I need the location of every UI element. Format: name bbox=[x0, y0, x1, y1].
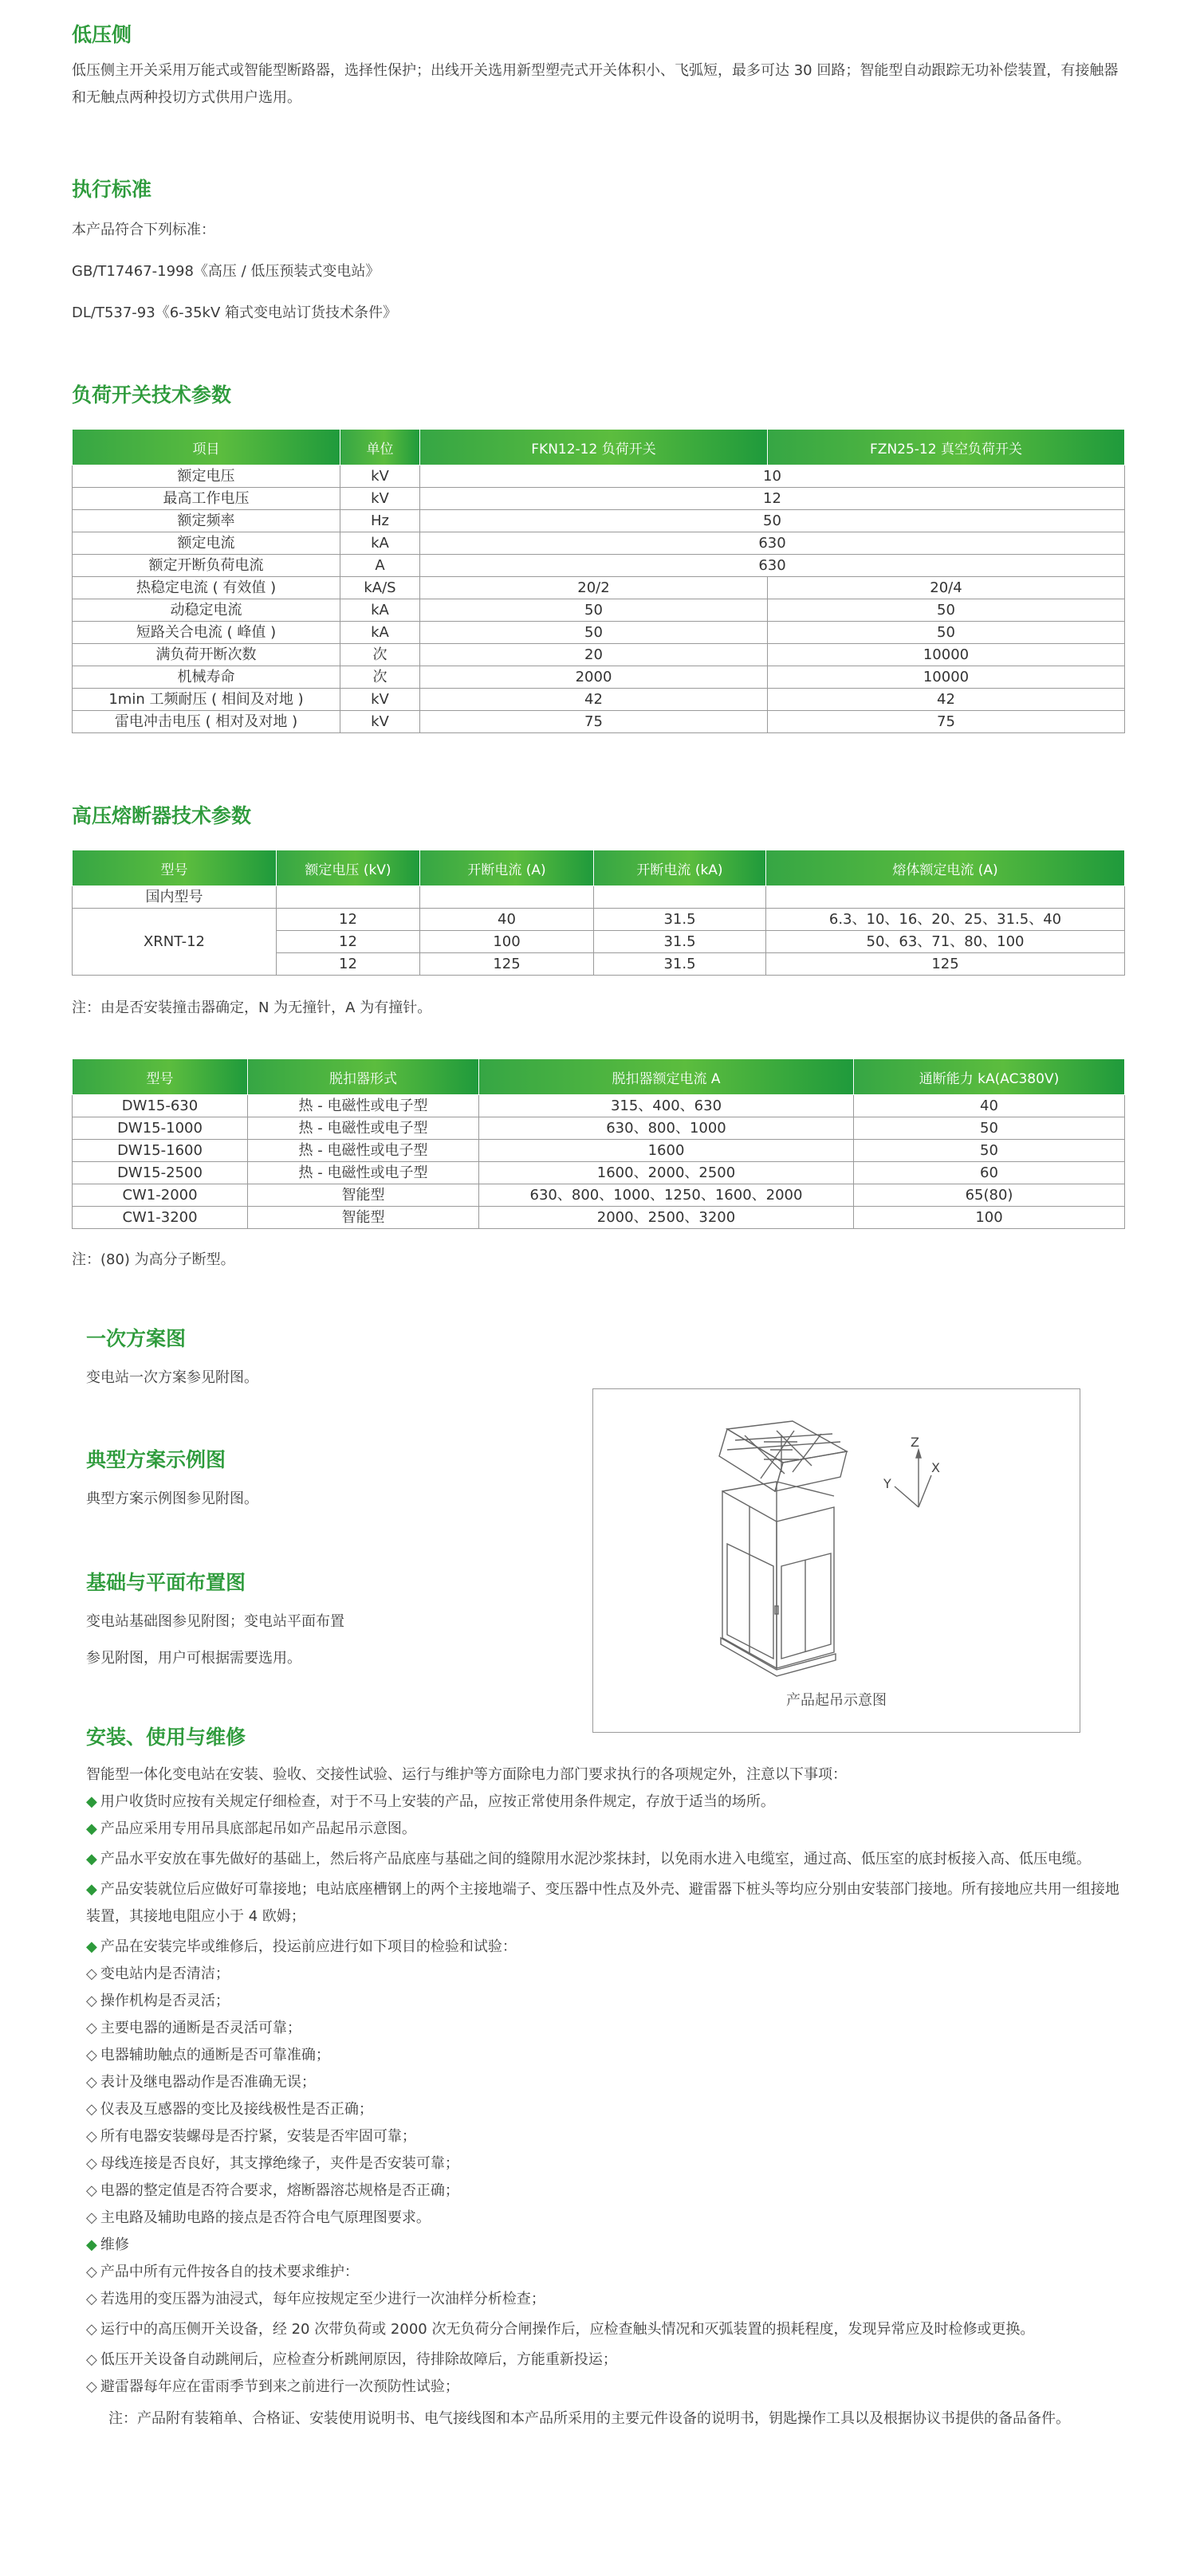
table-row bbox=[73, 1140, 1125, 1162]
list-item bbox=[86, 2015, 1132, 2042]
section-text: 典型方案示例图参见附图。 bbox=[86, 1490, 258, 1507]
table-cell: CW1-3200 bbox=[73, 1207, 248, 1229]
table-cell: 42 bbox=[768, 689, 1125, 711]
table-cell: kA/S bbox=[340, 577, 420, 599]
table-cell: 50、63、71、80、100 bbox=[766, 931, 1125, 953]
bullet-icon: ◆ bbox=[86, 1881, 97, 1898]
list-item-text: 运行中的高压侧开关设备，经 20 次带负荷或 2000 次无负荷分合闸操作后，应检查触头情况和灭弧装置的损耗程度，发现异常应及时检修或更换。 bbox=[100, 2321, 1035, 2338]
table-cell: 100 bbox=[854, 1207, 1125, 1229]
table-row bbox=[73, 532, 1125, 555]
table-cell: 12 bbox=[277, 953, 420, 976]
section-text: 变电站基础图参见附图；变电站平面布置 bbox=[86, 1613, 344, 1630]
section-title: 负荷开关技术参数 bbox=[72, 383, 232, 406]
table-cell: 40 bbox=[854, 1095, 1125, 1117]
table-header: 开断电流 (A) bbox=[420, 850, 594, 886]
figure-caption: 产品起吊示意图 bbox=[786, 1692, 887, 1709]
table-header: 熔体额定电流 (A) bbox=[766, 850, 1125, 886]
table-cell: 次 bbox=[340, 666, 420, 689]
table-cell: 1600 bbox=[479, 1140, 854, 1162]
table-row bbox=[73, 666, 1125, 689]
list-item bbox=[86, 2205, 1132, 2232]
table-cell: 智能型 bbox=[248, 1184, 479, 1207]
list-item bbox=[86, 1876, 1132, 1930]
section-standards bbox=[72, 177, 1124, 327]
table-cell: 12 bbox=[277, 909, 420, 931]
bullet-icon: ◆ bbox=[86, 1820, 97, 1837]
section-load-switch bbox=[72, 383, 1124, 733]
install-list bbox=[86, 1761, 1132, 2433]
table-cell: 雷电冲击电压 ( 相对及对地 ) bbox=[73, 711, 340, 733]
list-item-text: 产品中所有元件按各自的技术要求维护： bbox=[100, 2264, 359, 2280]
install-final-note: 注：产品附有装箱单、合格证、安装使用说明书、电气接线图和本产品所采用的主要元件设备的说明书，钥匙操作工具以及根据协议书提供的备品备件。 bbox=[108, 2410, 1070, 2427]
table-row bbox=[73, 886, 1125, 909]
section-title: 典型方案示例图 bbox=[86, 1448, 226, 1471]
table-row bbox=[73, 1162, 1125, 1184]
diamond-bullet-icon: ◇ bbox=[86, 2128, 97, 2145]
table-row bbox=[73, 510, 1125, 532]
table-cell: 65(80) bbox=[854, 1184, 1125, 1207]
table-cell: 20/2 bbox=[420, 577, 768, 599]
table-cell: 60 bbox=[854, 1162, 1125, 1184]
list-item bbox=[86, 2374, 1132, 2401]
list-item-text: 母线连接是否良好，其支撑绝缘子，夹件是否安装可靠； bbox=[100, 2155, 459, 2172]
section-text: 低压侧主开关采用万能式或智能型断路器，选择性保护；出线开关选用新型塑壳式开关体积小、飞弧短，最多可达 30 回路；智能型自动跟踪无功补偿装置，有接触器和无触点两种投切方式供用户选用。 bbox=[72, 62, 1119, 106]
table-cell: kA bbox=[340, 622, 420, 644]
table-cell: 国内型号 bbox=[73, 886, 277, 909]
table-cell: 50 bbox=[768, 599, 1125, 622]
list-item bbox=[86, 1846, 1132, 1873]
table-cell: DW15-630 bbox=[73, 1095, 248, 1117]
table-cell: DW15-2500 bbox=[73, 1162, 248, 1184]
table-cell: 热 - 电磁性或电子型 bbox=[248, 1162, 479, 1184]
table-row bbox=[73, 644, 1125, 666]
table-cell: 额定电流 bbox=[73, 532, 340, 555]
table-cell: 动稳定电流 bbox=[73, 599, 340, 622]
diamond-bullet-icon: ◇ bbox=[86, 2047, 97, 2064]
lifting-figure bbox=[592, 1388, 1080, 1733]
section-low-voltage bbox=[72, 22, 1124, 112]
table-cell: 机械寿命 bbox=[73, 666, 340, 689]
section-text: 变电站一次方案参见附图。 bbox=[86, 1369, 258, 1386]
list-item-text: 电器辅助触点的通断是否可靠准确； bbox=[100, 2047, 330, 2064]
diamond-bullet-icon: ◇ bbox=[86, 2155, 97, 2172]
table-header: 脱扣器额定电流 A bbox=[479, 1059, 854, 1095]
table-cell: 额定电压 bbox=[73, 465, 340, 488]
table-cell: 315、400、630 bbox=[479, 1095, 854, 1117]
table-cell: 10000 bbox=[768, 666, 1125, 689]
table-cell: kV bbox=[340, 488, 420, 510]
list-item bbox=[86, 2069, 1132, 2096]
standards-line: GB/T17467-1998《高压 / 低压预装式变电站》 bbox=[72, 263, 380, 280]
table-cell: kV bbox=[340, 689, 420, 711]
table-cell: 50 bbox=[420, 510, 1125, 532]
list-item-text: 主电路及辅助电路的接点是否符合电气原理图要求。 bbox=[100, 2209, 431, 2226]
section-primary bbox=[86, 1326, 565, 1392]
table-row bbox=[73, 465, 1125, 488]
table-cell: kA bbox=[340, 532, 420, 555]
table-cell: 1min 工频耐压 ( 相间及对地 ) bbox=[73, 689, 340, 711]
list-item-text: 所有电器安装螺母是否拧紧，安装是否牢固可靠； bbox=[100, 2128, 416, 2145]
table-header: 项目 bbox=[73, 430, 340, 465]
list-item-text: 产品在安装完毕或维修后，投运前应进行如下项目的检验和试验： bbox=[100, 1938, 517, 1955]
table-cell: 额定频率 bbox=[73, 510, 340, 532]
table-cell: CW1-2000 bbox=[73, 1184, 248, 1207]
list-item bbox=[86, 2123, 1132, 2150]
diamond-bullet-icon: ◇ bbox=[86, 1965, 97, 1982]
section-title: 执行标准 bbox=[72, 178, 152, 201]
table-cell: 50 bbox=[768, 622, 1125, 644]
table-cell: kV bbox=[340, 465, 420, 488]
list-item-text: 变电站内是否清洁； bbox=[100, 1965, 230, 1982]
table-cell: Hz bbox=[340, 510, 420, 532]
table-row bbox=[73, 1117, 1125, 1140]
table-cell: 满负荷开断次数 bbox=[73, 644, 340, 666]
section-fuse bbox=[72, 803, 1124, 1022]
table-row bbox=[73, 488, 1125, 510]
section-install bbox=[86, 1725, 1132, 2433]
list-item-text: 用户收货时应按有关规定仔细检查，对于不马上安装的产品，应按正常使用条件规定，存放于适当的场所。 bbox=[100, 1793, 775, 1810]
list-item-text: 产品水平安放在事先做好的基础上，然后将产品底座与基础之间的缝隙用水泥沙浆抹封，以免雨水进入电缆室，通过高、低压室的底封板接入高、低压电缆。 bbox=[100, 1851, 1091, 1867]
table-header: FKN12-12 负荷开关 bbox=[420, 430, 768, 465]
table-row bbox=[73, 689, 1125, 711]
table-cell: 热 - 电磁性或电子型 bbox=[248, 1117, 479, 1140]
list-item-text: 产品应采用专用吊具底部起吊如产品起吊示意图。 bbox=[100, 1820, 416, 1837]
axis-z-label: Z bbox=[911, 1435, 919, 1450]
section-title: 低压侧 bbox=[72, 23, 132, 46]
table-header: 通断能力 kA(AC380V) bbox=[854, 1059, 1125, 1095]
table-cell: DW15-1600 bbox=[73, 1140, 248, 1162]
diamond-bullet-icon: ◇ bbox=[86, 2291, 97, 2307]
section-typical bbox=[86, 1447, 565, 1513]
table-cell: 12 bbox=[420, 488, 1125, 510]
table-header: 单位 bbox=[340, 430, 420, 465]
diamond-bullet-icon: ◇ bbox=[86, 2020, 97, 2036]
list-item-text: 若选用的变压器为油浸式，每年应按规定至少进行一次油样分析检查； bbox=[100, 2291, 545, 2307]
table-row bbox=[73, 555, 1125, 577]
table-cell: 2000、2500、3200 bbox=[479, 1207, 854, 1229]
section-text: 参见附图，用户可根据需要选用。 bbox=[86, 1650, 301, 1667]
table-cell: 75 bbox=[420, 711, 768, 733]
section-breaker bbox=[72, 1058, 1124, 1274]
table-cell: 次 bbox=[340, 644, 420, 666]
table-cell: 热稳定电流 ( 有效值 ) bbox=[73, 577, 340, 599]
load-switch-table bbox=[72, 429, 1125, 733]
fuse-note: 注：由是否安装撞击器确定，N 为无撞针，A 为有撞针。 bbox=[72, 999, 432, 1016]
table-cell: 20/4 bbox=[768, 577, 1125, 599]
table-cell: A bbox=[340, 555, 420, 577]
table-row bbox=[73, 1184, 1125, 1207]
table-cell: 短路关合电流 ( 峰值 ) bbox=[73, 622, 340, 644]
table-row bbox=[73, 577, 1125, 599]
table-cell: 热 - 电磁性或电子型 bbox=[248, 1140, 479, 1162]
list-item-text: 维修 bbox=[100, 2236, 129, 2253]
list-item bbox=[86, 2096, 1132, 2123]
breaker-table bbox=[72, 1058, 1125, 1229]
table-cell: 6.3、10、16、20、25、31.5、40 bbox=[766, 909, 1125, 931]
table-header: 脱扣器形式 bbox=[248, 1059, 479, 1095]
table-cell: 630 bbox=[420, 532, 1125, 555]
diamond-bullet-icon: ◇ bbox=[86, 2321, 97, 2338]
table-cell: 630、800、1000、1250、1600、2000 bbox=[479, 1184, 854, 1207]
table-cell: 42 bbox=[420, 689, 768, 711]
table-cell: 31.5 bbox=[594, 931, 766, 953]
table-cell: 12 bbox=[277, 931, 420, 953]
list-item bbox=[86, 2346, 1132, 2374]
table-cell: 125 bbox=[766, 953, 1125, 976]
diamond-bullet-icon: ◇ bbox=[86, 1993, 97, 2009]
table-cell: 50 bbox=[420, 599, 768, 622]
table-cell: 50 bbox=[854, 1117, 1125, 1140]
list-item bbox=[86, 2259, 1132, 2286]
diamond-bullet-icon: ◇ bbox=[86, 2264, 97, 2280]
section-title: 安装、使用与维修 bbox=[86, 1726, 246, 1749]
table-row bbox=[73, 1095, 1125, 1117]
standards-line: DL/T537-93《6-35kV 箱式变电站订货技术条件》 bbox=[72, 304, 398, 321]
list-item-text: 表计及继电器动作是否准确无误； bbox=[100, 2074, 316, 2091]
list-item-text: 操作机构是否灵活； bbox=[100, 1993, 230, 2009]
diamond-bullet-icon: ◇ bbox=[86, 2074, 97, 2091]
table-header: 开断电流 (kA) bbox=[594, 850, 766, 886]
axis-y-label: Y bbox=[883, 1476, 891, 1491]
section-title: 一次方案图 bbox=[86, 1327, 187, 1350]
list-item-text: 产品安装就位后应做好可靠接地；电站底座槽钢上的两个主接地端子、变压器中性点及外壳、避雷器下桩头等均应分别由安装部门接地。所有接地应共用一组接地装置，其接地电阻应小于 4 欧姆； bbox=[86, 1881, 1119, 1925]
bullet-icon: ◆ bbox=[86, 2236, 97, 2253]
table-header: 型号 bbox=[73, 1059, 248, 1095]
table-row bbox=[73, 909, 1125, 931]
breaker-note: 注：(80) 为高分子断型。 bbox=[72, 1251, 235, 1268]
table-cell: 75 bbox=[768, 711, 1125, 733]
table-cell: 2000 bbox=[420, 666, 768, 689]
list-item-text: 电器的整定值是否符合要求，熔断器溶芯规格是否正确； bbox=[100, 2182, 459, 2199]
table-row bbox=[73, 622, 1125, 644]
list-item bbox=[86, 1816, 1132, 1843]
table-cell: 10000 bbox=[768, 644, 1125, 666]
list-item bbox=[86, 2232, 1132, 2259]
diamond-bullet-icon: ◇ bbox=[86, 2101, 97, 2118]
table-row bbox=[73, 1207, 1125, 1229]
table-cell: 10 bbox=[420, 465, 1125, 488]
table-cell: 1600、2000、2500 bbox=[479, 1162, 854, 1184]
table-cell: 31.5 bbox=[594, 953, 766, 976]
list-item bbox=[86, 2177, 1132, 2205]
table-cell: 630 bbox=[420, 555, 1125, 577]
table-cell: 额定开断负荷电流 bbox=[73, 555, 340, 577]
table-cell: kV bbox=[340, 711, 420, 733]
list-item-text: 主要电器的通断是否灵活可靠； bbox=[100, 2020, 301, 2036]
table-cell: 50 bbox=[854, 1140, 1125, 1162]
table-cell: 50 bbox=[420, 622, 768, 644]
list-item-text: 仪表及互感器的变比及接线极性是否正确； bbox=[100, 2101, 373, 2118]
diamond-bullet-icon: ◇ bbox=[86, 2351, 97, 2368]
table-cell: 20 bbox=[420, 644, 768, 666]
bullet-icon: ◆ bbox=[86, 1938, 97, 1955]
bullet-icon: ◆ bbox=[86, 1793, 97, 1810]
list-item bbox=[86, 2042, 1132, 2069]
table-row bbox=[73, 599, 1125, 622]
table-cell: 630、800、1000 bbox=[479, 1117, 854, 1140]
table-cell: 100 bbox=[420, 931, 594, 953]
table-cell: 40 bbox=[420, 909, 594, 931]
table-header: FZN25-12 真空负荷开关 bbox=[768, 430, 1125, 465]
table-cell: 热 - 电磁性或电子型 bbox=[248, 1095, 479, 1117]
table-header: 型号 bbox=[73, 850, 277, 886]
diamond-bullet-icon: ◇ bbox=[86, 2378, 97, 2395]
list-item bbox=[86, 1934, 1132, 1961]
list-item bbox=[86, 2316, 1132, 2343]
list-item bbox=[86, 1988, 1132, 2015]
list-item-text: 避雷器每年应在雷雨季节到来之前进行一次预防性试验； bbox=[100, 2378, 459, 2395]
list-item bbox=[86, 2150, 1132, 2177]
standards-line: 本产品符合下列标准： bbox=[72, 222, 215, 238]
bullet-icon: ◆ bbox=[86, 1851, 97, 1867]
table-cell: 31.5 bbox=[594, 909, 766, 931]
table-cell: 125 bbox=[420, 953, 594, 976]
diamond-bullet-icon: ◇ bbox=[86, 2209, 97, 2226]
install-intro: 智能型一体化变电站在安装、验收、交接性试验、运行与维护等方面除电力部门要求执行的各项规定外，注意以下事项： bbox=[86, 1766, 847, 1783]
list-item bbox=[86, 1961, 1132, 1988]
section-title: 基础与平面布置图 bbox=[86, 1571, 246, 1594]
table-cell: XRNT-12 bbox=[73, 909, 277, 976]
table-cell: kA bbox=[340, 599, 420, 622]
table-header: 额定电压 (kV) bbox=[277, 850, 420, 886]
lifting-illustration bbox=[593, 1389, 1080, 1732]
table-cell: 最高工作电压 bbox=[73, 488, 340, 510]
section-foundation bbox=[86, 1570, 565, 1672]
list-item-text: 低压开关设备自动跳闸后，应检查分析跳闸原因，待排除故障后，方能重新投运； bbox=[100, 2351, 617, 2368]
list-item bbox=[86, 2286, 1132, 2313]
diamond-bullet-icon: ◇ bbox=[86, 2182, 97, 2199]
table-row bbox=[73, 711, 1125, 733]
axis-x-label: X bbox=[931, 1460, 940, 1475]
section-title: 高压熔断器技术参数 bbox=[72, 804, 252, 827]
fuse-table bbox=[72, 850, 1125, 976]
list-item bbox=[86, 1789, 1132, 1816]
table-cell: DW15-1000 bbox=[73, 1117, 248, 1140]
table-cell: 智能型 bbox=[248, 1207, 479, 1229]
